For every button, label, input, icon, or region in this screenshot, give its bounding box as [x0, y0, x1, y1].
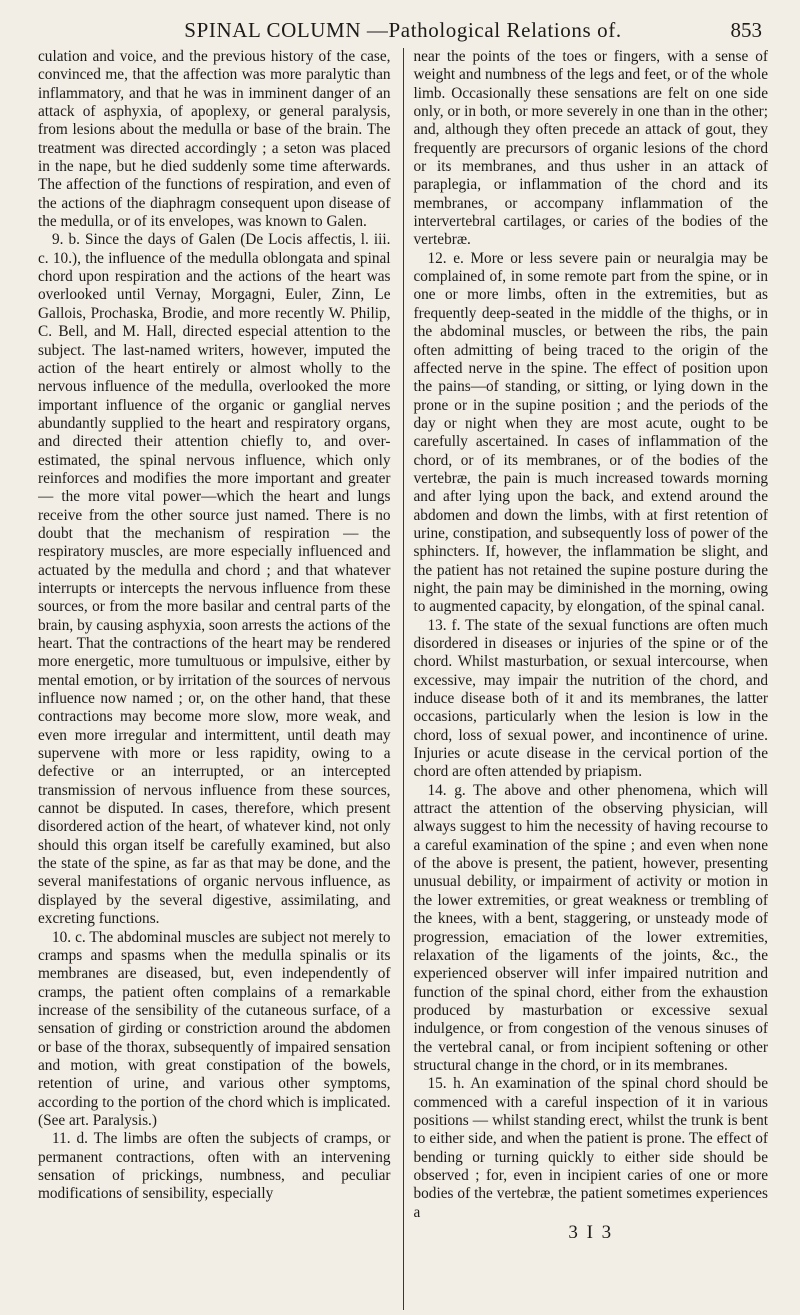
- signature-mark: 3 I 3: [568, 1222, 614, 1243]
- paragraph-13: 13. f. The state of the sexual functions are often much disordered in diseases or injuries of the spine or of the chord. Whilst masturbation, or sexual intercourse, when excessive, may impair the nutrition of the chord, and induce disease both of it and its membranes, the latter occasions, particularly when the lesion is low in the chord, loss of sexual power, and incontinence of urine. Injuries or acute disease in the cervical portion of the chord are often attended by priapism.: [413, 616, 768, 781]
- paragraph-11: 11. d. The limbs are often the subjects of cramps, or permanent contractions, often with an intervening sensation of prickings, numbness, and peculiar modifications of sensibility, especially: [38, 1130, 391, 1203]
- column-divider: [403, 48, 404, 1310]
- page-number: 853: [730, 18, 762, 42]
- page-header: [38, 14, 768, 48]
- paragraph-12: 12. e. More or less severe pain or neuralgia may be complained of, in some remote part from the spine, or in one or more limbs, often in the extremities, but as frequently deep-seated in the middle of the thighs, or in the abdominal muscles, or between the ribs, the pain often admitting of being traced to the origin of the affected nerve in the spine. The effect of position upon the pains—of standing, or sitting, or lying down in the prone or in the supine position ; and the periods of the day or night when they are most acute, ought to be carefully ascertained. In cases of inflammation of the chord, or of its membranes, or of the bodies of the vertebræ, the pain is much increased towards morning and after lying upon the back, and extend around the abdomen and down the limbs, with at first retention of urine, constipation, and subsequently loss of power of the sphincters. If, however, the inflammation be slight, and the patient has not retained the supine posture during the night, the pain may be diminished in the morning, owing to augmented capacity, by elongation, of the spinal canal.: [413, 249, 768, 616]
- paragraph-9: 9. b. Since the days of Galen (De Locis affectis, l. iii. c. 10.), the influence of the medulla oblongata and spinal chord upon respiration and the actions of the heart was overlooked until Vernay, Morgagni, Euler, Zinn, Le Gallois, Prochaska, Brodie, and more recently W. Philip, C. Bell, and M. Hall, directed especial attention to the subject. The last-named writers, however, imputed the action of the heart entirely or almost wholly to the nervous influence of the medulla, overlooked the more important influence of the organic or ganglial nerves abundantly supplied to the heart and respiratory organs, and directed their attention chiefly to, and over-estimated, the spinal nervous influence, which only reinforces and modifies the more important and greater — the more vital power—which the heart and lungs receive from the other source just named. There is no doubt that the mechanism of respiration — the respiratory muscles, are more especially influenced and actuated by the medulla and chord ; and that whatever interrupts or intercepts the nervous influence from these sources, or from the more basilar and central parts of the brain, by causing asphyxia, soon arrests the actions of the heart. That the contractions of the heart may be rendered more energetic, more tumultuous or impulsive, either by mental emotion, or by irritation of the sources of nervous influence now named ; or, on the other hand, that these contractions may become more slow, more weak, and even more irregular and intermittent, until death may supervene with more or less rapidity, owing to a defective or an interrupted, or an intercepted transmission of nervous influence from these sources, cannot be disputed. In cases, therefore, which present disordered action of the heart, of whatever kind, not only should this organ itself be carefully examined, but also the state of the spine, as far as that may be done, and the several manifestations of organic nervous influence, as displayed by the several digestive, assimilating, and excreting functions.: [38, 231, 391, 928]
- paragraph-15: 15. h. An examination of the spinal chord should be commenced with a careful inspection of it in various positions — whilst standing erect, whilst the trunk is bent to either side, and when the patient is prone. The effect of bending or turning quickly to either side should be observed ; for, even in incipient caries of one or more bodies of the vertebræ, the patient sometimes experiences a: [413, 1075, 768, 1221]
- paragraph-10: 10. c. The abdominal muscles are subject not merely to cramps and spasms when the medulla spinalis or its membranes are diseased, but, even independently of cramps, the patient often complains of a remarkable increase of the sensibility of the cutaneous surface, of a sensation of girding or constriction around the abdomen or base of the thorax, subsequently of impaired sensation and motion, with great constipation of the bowels, retention of urine, and various other symptoms, according to the portion of the chord which is implicated. (See art. Paralysis.): [38, 928, 391, 1129]
- running-title: SPINAL COLUMN —Pathological Relations of.: [184, 18, 622, 42]
- paragraph-continued: culation and voice, and the previous history of the case, convinced me, that the affection was more paralytic than inflammatory, and that he was in imminent danger of an attack of asphyxia, of apoplexy, or general paralysis, from lesions about the medulla or base of the brain. The treatment was directed accordingly ; a seton was placed in the nape, but he died suddenly some time afterwards. The affection of the functions of respiration, and even of the actions of the diaphragm consequent upon disease of the medulla, or of its envelopes, was known to Galen.: [38, 48, 391, 231]
- left-column: [38, 48, 397, 1310]
- two-column-body: [38, 48, 768, 1310]
- paragraph-14: 14. g. The above and other phenomena, which will attract the attention of the observing physician, will always suggest to him the necessity of having recourse to a careful examination of the spine ; and even when none of the above is present, the patient, however, presenting unusual debility, or impairment of activity or motion in the lower extremities, or great weakness or trembling of the knees, with a bent, staggering, or unsteady mode of progression, emaciation of the lower extremities, relaxation of the ligaments of the joints, &c., the experienced observer will infer impaired nutrition and function of the spinal chord, either from the exhaustion produced by masturbation or excessive sexual indulgence, or from congestion of the venous sinuses of the vertebral canal, or from incipient softening or other structural change in the chord, or in its membranes.: [413, 781, 768, 1074]
- right-column: [410, 48, 769, 1310]
- paragraph-11-continued: near the points of the toes or fingers, with a sense of weight and numbness of the legs and feet, or of the whole limb. Occasionally these sensations are felt on one side only, or in both, or more severely in one than in the other; and, although they often precede an attack of gout, they frequently are precursors of organic lesions of the chord or its membranes, and thus usher in an attack of paraplegia, or inflammation of the chord and its membranes, or accompany inflammation of the intervertebral cartilages, or caries of the bodies of the vertebræ.: [413, 48, 768, 249]
